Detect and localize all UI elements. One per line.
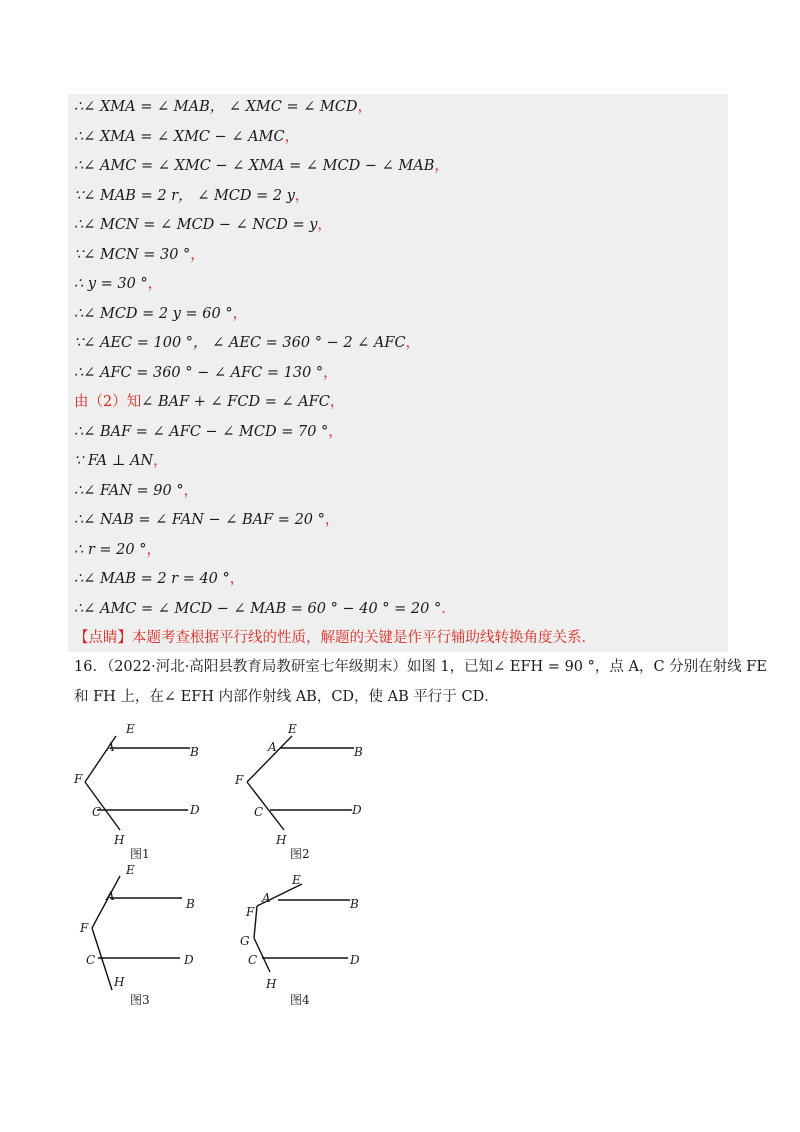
solution-line-punct: ， xyxy=(183,482,199,499)
solution-line xyxy=(74,213,332,237)
solution-line-punct: ， xyxy=(357,99,373,115)
solution-line-punct: ， xyxy=(146,541,161,558)
solution-line-text: ∵∠ AEC = 100 °， ∠ AEC = 360 ° − 2 ∠ AFC xyxy=(74,335,406,351)
solution-line xyxy=(74,184,309,208)
point-note xyxy=(74,626,596,650)
figure-4 xyxy=(232,862,382,1012)
solution-line xyxy=(74,243,205,267)
solution-line xyxy=(74,331,420,355)
solution-line-text: ∴∠ NAB = ∠ FAN − ∠ BAF = 20 ° xyxy=(74,512,325,528)
problem-line-1: 16．（2022·河北·高阳县教育局教研室七年级期末）如图 1，已知∠ EFH = 90 °，点 A，C 分别在射线 FE xyxy=(74,659,767,675)
fig4-letter-B: B xyxy=(350,897,359,911)
problem-line-2: 和 FH 上，在∠ EFH 内部作射线 AB，CD，使 AB 平行于 CD． xyxy=(74,689,499,705)
solution-line-punct: ， xyxy=(284,128,300,145)
fig3-letter-B: B xyxy=(186,897,195,911)
solution-line xyxy=(74,538,161,562)
solution-line-punct: ， xyxy=(229,571,245,587)
fig1-caption: 图1 xyxy=(130,847,150,861)
solution-line xyxy=(74,95,372,119)
fig1-letter-B: B xyxy=(190,745,199,759)
fig1-letter-F: F xyxy=(74,772,83,786)
fig2-letter-A: A xyxy=(268,740,277,754)
fig4-letter-A: A xyxy=(262,891,271,905)
solution-line-text: ∴∠ AFC = 360 ° − ∠ AFC = 130 ° xyxy=(74,364,324,381)
solution-line xyxy=(74,154,449,178)
solution-line-text: ∴∠ FAN = 90 ° xyxy=(74,482,184,499)
solution-line-text: ∴∠ MCN = ∠ MCD − ∠ NCD = y xyxy=(74,217,318,233)
fig2-caption: 图2 xyxy=(290,847,310,861)
fig3-letter-C: C xyxy=(86,953,96,967)
fig2-letter-H: H xyxy=(276,833,287,847)
solution-line-text: ∴∠ AMC = ∠ MCD − ∠ MAB = 60 ° − 40 ° = 20 ° xyxy=(74,600,442,617)
solution-line-text: ∵∠ MCN = 30 ° xyxy=(74,246,191,263)
solution-line-punct: ， xyxy=(405,335,421,351)
solution-line xyxy=(74,302,247,326)
fig2-letter-E: E xyxy=(288,722,297,736)
solution-line xyxy=(74,390,344,414)
fig3-letter-H: H xyxy=(114,975,125,989)
fig3-letter-E: E xyxy=(126,863,135,877)
fig4-letter-D: D xyxy=(350,953,360,967)
figure-2 xyxy=(232,720,382,865)
fig1-letter-C: C xyxy=(92,805,102,819)
solution-line-text: ∵ FA ⊥ AN xyxy=(74,453,154,469)
solution-line xyxy=(74,125,299,149)
solution-line-text: ∴∠ MAB = 2 r = 40 ° xyxy=(74,571,230,587)
solution-line-text: ∴∠ MCD = 2 y = 60 ° xyxy=(74,305,233,322)
solution-line-punct: ． xyxy=(441,600,456,617)
fig4-letter-E: E xyxy=(292,873,301,887)
solution-line-punct: ， xyxy=(434,158,449,174)
fig1-letter-H: H xyxy=(114,833,125,847)
fig3-caption: 图3 xyxy=(130,993,150,1007)
fig4-letter-G: G xyxy=(240,934,250,948)
solution-line xyxy=(74,449,168,473)
solution-line-text: ∴∠ AMC = ∠ XMC − ∠ XMA = ∠ MCD − ∠ MAB xyxy=(74,158,435,174)
solution-line-text: ∴ y = 30 ° xyxy=(74,276,148,292)
solution-line xyxy=(74,597,456,621)
solution-line xyxy=(74,361,338,385)
solution-line-punct: ， xyxy=(323,364,338,381)
solution-line-punct: ， xyxy=(190,246,205,263)
fig4-letter-C: C xyxy=(248,953,258,967)
fig4-letter-H: H xyxy=(266,977,277,991)
solution-line-punct: ， xyxy=(232,305,248,322)
fig3-letter-A: A xyxy=(106,889,115,903)
solution-line-punct: ， xyxy=(147,276,163,292)
fig2-letter-D: D xyxy=(352,803,362,817)
fig3-letter-F: F xyxy=(80,921,89,935)
solution-line-text: ∴ r = 20 ° xyxy=(74,541,147,558)
figure-3 xyxy=(70,862,220,1012)
solution-line-text: 由（2）知∠ BAF + ∠ FCD = ∠ AFC xyxy=(74,394,330,410)
fig1-letter-D: D xyxy=(190,803,200,817)
fig2-letter-B: B xyxy=(354,745,363,759)
solution-line xyxy=(74,567,244,591)
solution-line xyxy=(74,508,339,532)
fig1-letter-E: E xyxy=(126,722,135,736)
fig2-letter-F: F xyxy=(235,773,244,787)
fig4-caption: 图4 xyxy=(290,993,310,1007)
solution-line-text: ∴∠ XMA = ∠ XMC − ∠ AMC xyxy=(74,128,285,145)
solution-line-text: ∴∠ XMA = ∠ MAB， ∠ XMC = ∠ MCD xyxy=(74,99,358,115)
solution-line-punct: ， xyxy=(329,394,345,410)
solution-line-punct: ， xyxy=(328,423,343,440)
fig4-letter-F: F xyxy=(246,905,255,919)
solution-line-punct: ， xyxy=(317,217,332,233)
solution-line xyxy=(74,272,162,296)
solution-line xyxy=(74,420,343,444)
figure-1 xyxy=(70,720,220,865)
fig3-letter-D: D xyxy=(184,953,194,967)
solution-line-text: ∴∠ BAF = ∠ AFC − ∠ MCD = 70 ° xyxy=(74,423,329,440)
solution-line xyxy=(74,479,198,503)
solution-line-punct: ， xyxy=(153,453,168,469)
fig1-letter-A: A xyxy=(106,740,115,754)
solution-line-punct: ， xyxy=(324,512,340,528)
solution-line-text: ∵∠ MAB = 2 r， ∠ MCD = 2 y xyxy=(74,187,295,204)
solution-line-punct: ， xyxy=(294,187,310,204)
point-note-text: 【点睛】本题考查根据平行线的性质，解题的关键是作平行辅助线转换角度关系． xyxy=(74,630,596,646)
fig2-letter-C: C xyxy=(254,805,264,819)
